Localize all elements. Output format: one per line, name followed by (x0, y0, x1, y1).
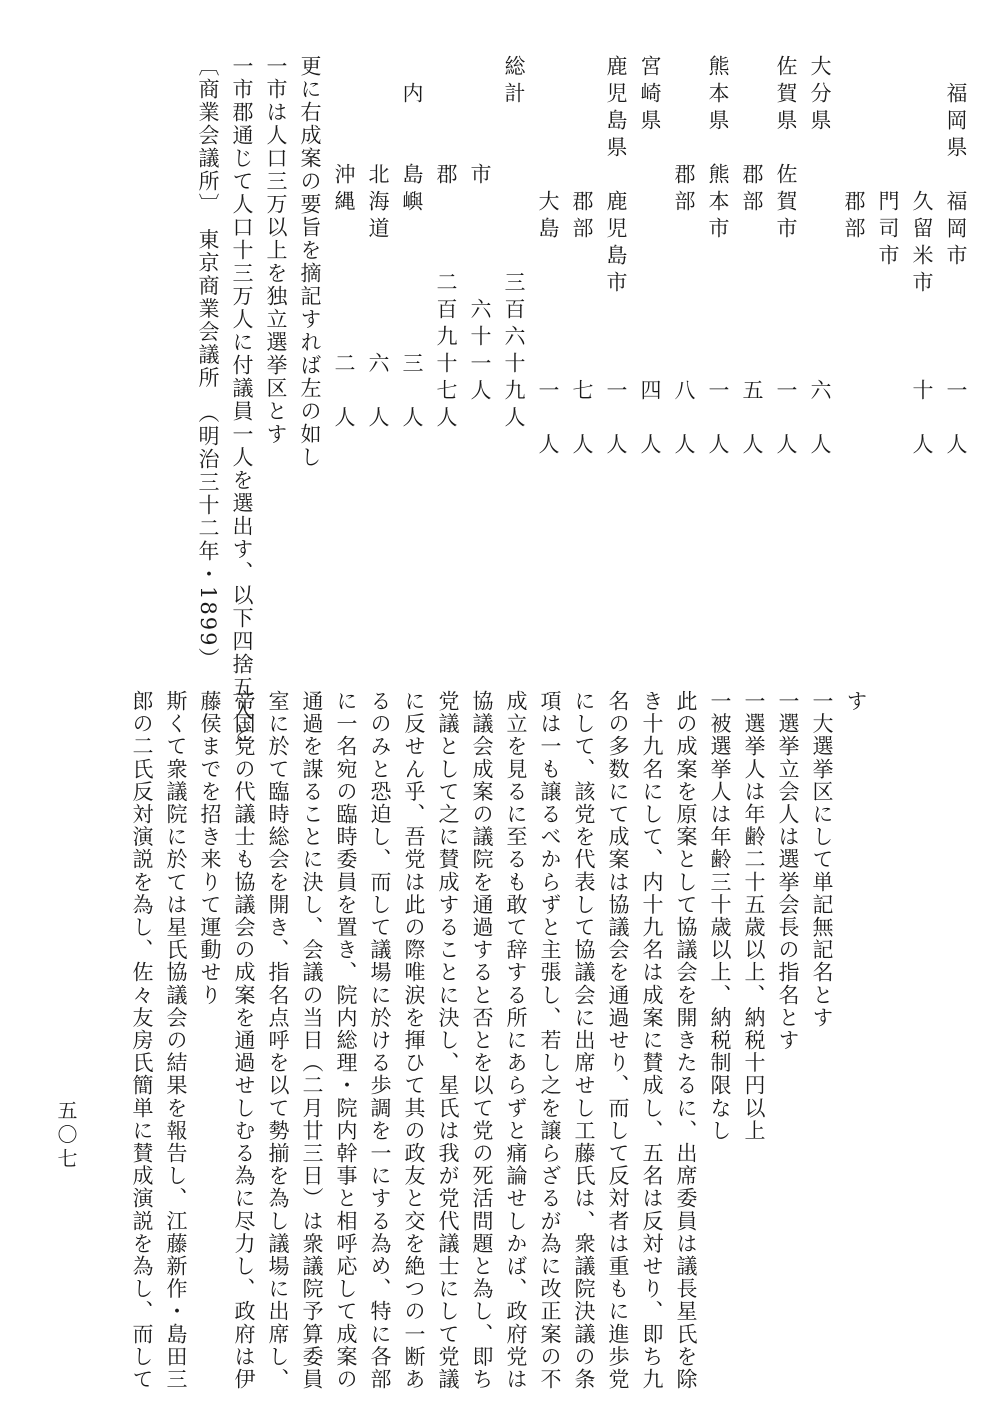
text-line: 久留米市 十 人 (910, 55, 934, 460)
text-line: 郡部 五 人 (740, 55, 764, 460)
text-line: 一選挙人は年齢二十五歳以上、納税十円以上 (742, 690, 766, 1142)
text-line: す (844, 690, 868, 713)
text-line: 成立を見るに至るも敢て辞する所にあらずと痛論せしかば、政府党は (504, 690, 528, 1391)
page-number: 五〇七 (54, 1100, 78, 1172)
text-line: 宮崎県 四 人 (638, 55, 662, 460)
text-line: 党議として之に賛成することに決し、星氏は我が党代議士にして党議 (436, 690, 460, 1391)
running-footer: 〔商業会議所〕 東京商業会議所 （明治三十二年・1899） (196, 55, 220, 671)
text-line: 室に於て臨時総会を開き、指名点呼を以て勢揃を為し議場に出席し、 (266, 690, 290, 1391)
text-line: に一名宛の臨時委員を置き、院内総理・院内幹事と相呼応して成案の (334, 690, 358, 1391)
text-line: 協議会成案の議院を通過すると否とを以て党の死活問題と為し、即ち (470, 690, 494, 1391)
text-line: 北海道 六 人 (366, 55, 390, 433)
text-line: 佐賀県 佐賀市 一 人 (774, 55, 798, 460)
text-line: 名の多数にて成案は協議会を通過せり、而して反対者は重もに進歩党 (606, 690, 630, 1391)
text-line: 一市郡通じて人口十三万人に付議員一人を選出す、以下四捨五入と (230, 55, 254, 745)
text-line: 一大選挙区にして単記無記名とす (810, 690, 834, 1029)
text-line: 郎の二氏反対演説を為し、佐々友房氏簡単に賛成演説を為し、而して (130, 690, 154, 1391)
text-line: 郡部 七 人 (570, 55, 594, 460)
text-line: 市 六十一人 (468, 55, 492, 406)
text-line: 一選挙立会人は選挙会長の指名とす (776, 690, 800, 1052)
text-line: 斯くて衆議院に於ては星氏協議会の結果を報告し、江藤新作・島田三 (164, 690, 188, 1391)
text-line: 沖縄 二 人 (332, 55, 356, 433)
text-line: 通過を謀ることに決し、会議の当日（二月廿三日）は衆議院予算委員 (300, 690, 324, 1391)
text-line: 内 島嶼 三 人 (400, 55, 424, 433)
text-line: 藤侯までを招き来りて運動せり (198, 690, 222, 1007)
text-line: に反せん乎、吾党は此の際唯涙を揮ひて其の政友と交を絶つの一断あ (402, 690, 426, 1391)
text-line: き十九名にして、内十九名は成案に賛成し、五名は反対せり、即ち九 (640, 690, 664, 1391)
text-line: 一被選挙人は年齢三十歳以上、納税制限なし (708, 690, 732, 1142)
text-line: 大分県 六 人 (808, 55, 832, 460)
text-line: 郡部 八 人 (672, 55, 696, 460)
text-line: 一市は人口三万以上を独立選挙区とす (264, 55, 288, 446)
text-line: 福岡県 福岡市 一 人 (944, 55, 968, 460)
text-line: 郡部 (842, 55, 866, 244)
text-line: 大島 一 人 (536, 55, 560, 460)
text-line: 門司市 (876, 55, 900, 271)
text-line: 此の成案を原案として協議会を開きたるに、出席委員は議長星氏を除 (674, 690, 698, 1391)
text-line: 熊本県 熊本市 一 人 (706, 55, 730, 460)
text-line: 更に右成案の要旨を摘記すれば左の如し (298, 55, 322, 469)
text-line: るのみと恐迫し、而して議場に於ける歩調を一にする為め、特に各部 (368, 690, 392, 1391)
text-line: 総計 三百六十九人 (502, 55, 526, 433)
text-line: 帝国党の代議士も協議会の成案を通過せしむる為に尽力し、政府は伊 (232, 690, 256, 1391)
text-line: 項は一も譲るべからずと主張し、若し之を譲らざるが為に改正案の不 (538, 690, 562, 1391)
lower-body-section (125, 690, 873, 1390)
text-line: にして、該党を代表して協議会に出席せし工藤氏は、衆議院決議の条 (572, 690, 596, 1391)
upper-table-section (191, 55, 973, 745)
text-line: 郡 二百九十七人 (434, 55, 458, 433)
text-line: 鹿児島県 鹿児島市 一 人 (604, 55, 628, 460)
